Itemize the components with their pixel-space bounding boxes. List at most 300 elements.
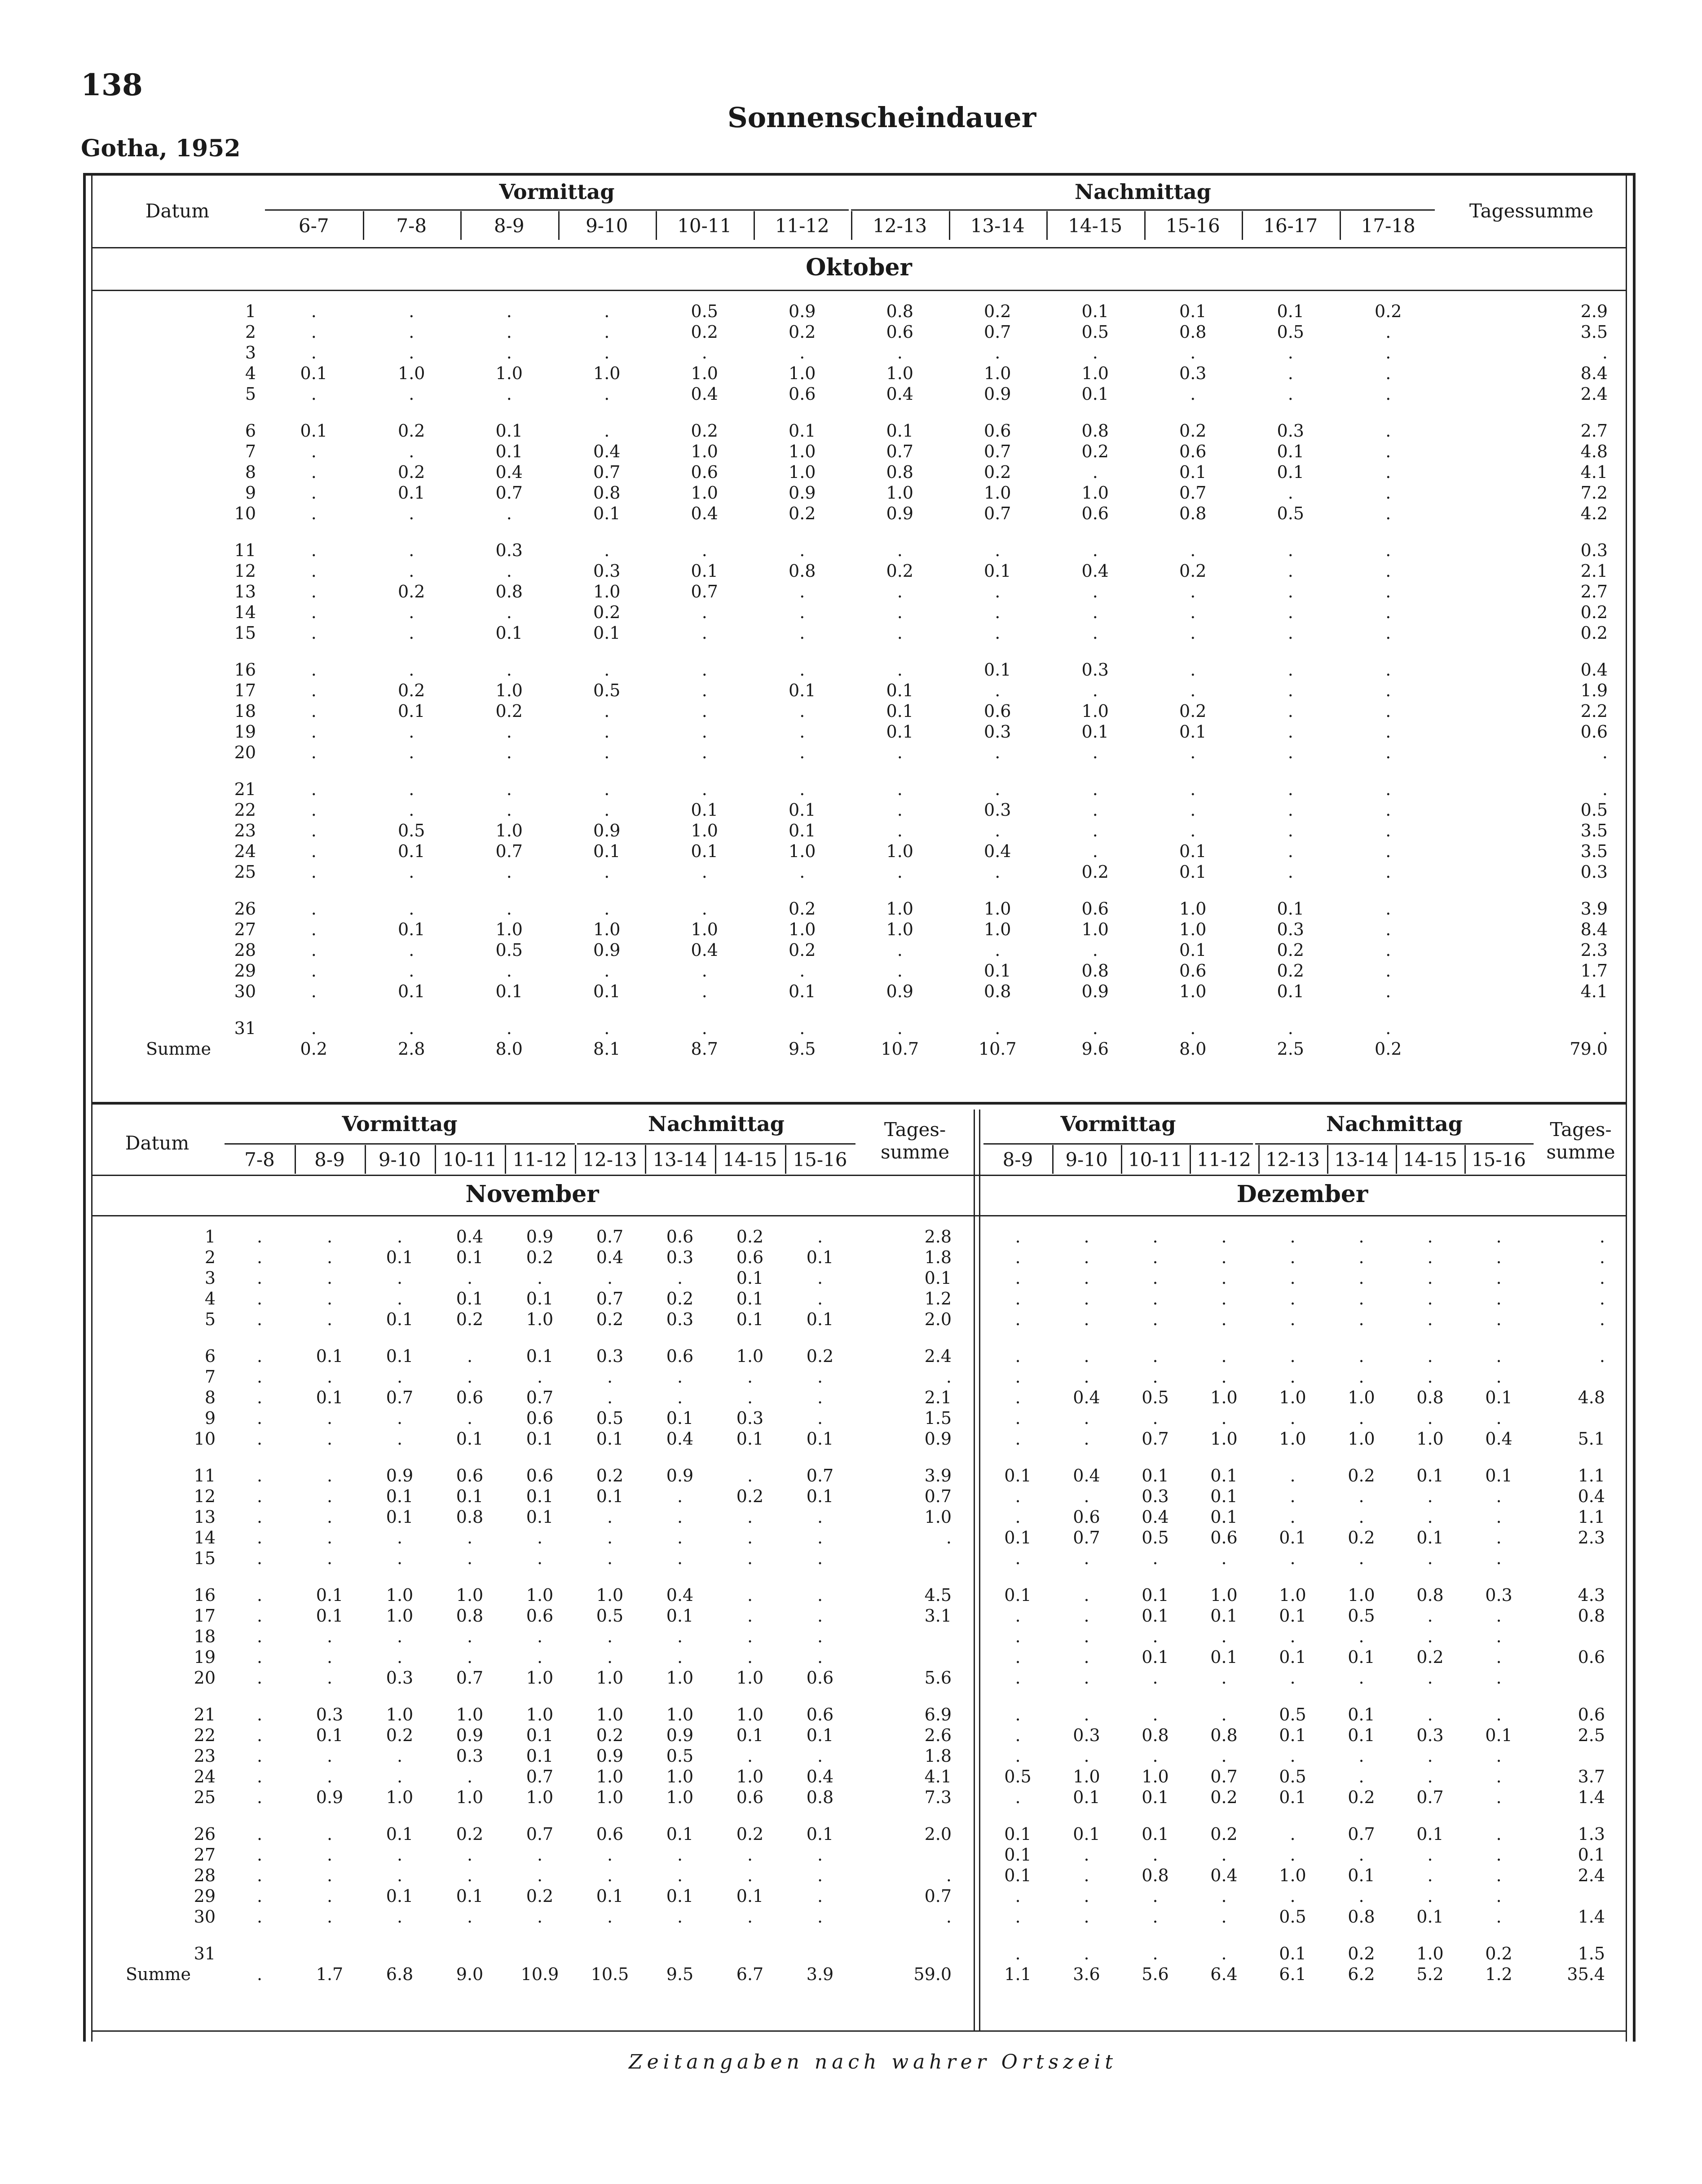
table-row xyxy=(92,960,1626,981)
hour-header: 16-17 xyxy=(1263,215,1318,237)
hour-value: 0.2 xyxy=(1416,1647,1444,1667)
spacer-cell xyxy=(92,404,1626,420)
hour-value: 0.6 xyxy=(789,384,816,404)
hour-value: 0.3 xyxy=(984,722,1011,742)
hour-total: 6.1 xyxy=(1279,1964,1306,1984)
hour-value: . xyxy=(701,602,707,622)
hour-value: . xyxy=(506,722,512,742)
hour-value: . xyxy=(1385,940,1391,960)
spacer-cell xyxy=(92,1449,970,1465)
hour-value: 0.5 xyxy=(1279,1907,1306,1927)
hour-value: . xyxy=(747,1647,753,1667)
hour-value: . xyxy=(1084,1548,1089,1568)
day-total: 2.4 xyxy=(924,1346,952,1366)
hour-value: 0.6 xyxy=(666,1227,694,1247)
hour-value: . xyxy=(1427,1668,1433,1688)
hour-value: 0.1 xyxy=(386,1309,414,1329)
hour-value: 0.1 xyxy=(456,1429,484,1449)
group-spacer xyxy=(983,1688,1623,1704)
table-row xyxy=(92,1465,970,1486)
hour-value: . xyxy=(607,1507,613,1527)
table-row xyxy=(92,1585,970,1605)
date-cell: 6 xyxy=(245,421,256,441)
hour-value: 0.1 xyxy=(736,1268,764,1288)
hour-value: 0.1 xyxy=(495,981,523,1001)
hour-value: . xyxy=(409,623,414,643)
hour-value: 1.0 xyxy=(386,1787,414,1807)
date-cell: 29 xyxy=(194,1886,216,1906)
hour-value: 0.2 xyxy=(1277,961,1304,981)
hour-value: 1.0 xyxy=(886,841,913,861)
table-row xyxy=(983,1865,1623,1886)
hour-value: . xyxy=(256,1668,263,1688)
hour-value: . xyxy=(1358,1247,1364,1267)
hour-value: . xyxy=(1288,821,1293,840)
hour-value xyxy=(365,1943,435,1964)
hour-value: . xyxy=(1385,841,1391,861)
hour-value: 1.0 xyxy=(691,821,718,840)
hour-value: . xyxy=(701,681,707,700)
hour-value: . xyxy=(1290,1746,1296,1766)
oktober-month-rule xyxy=(92,290,1626,291)
group-spacer xyxy=(983,1569,1623,1585)
hour-value: 1.0 xyxy=(886,363,913,383)
hour-value: . xyxy=(1221,1886,1227,1906)
hour-value: . xyxy=(311,821,317,840)
hour-value: . xyxy=(1385,961,1391,981)
table-row xyxy=(983,1548,1623,1569)
hour-value: 0.6 xyxy=(596,1824,624,1844)
hour-value: . xyxy=(817,1647,823,1667)
group-spacer xyxy=(983,1449,1623,1465)
hour-value: . xyxy=(1358,1507,1364,1527)
hour-value: . xyxy=(311,623,317,643)
hour-header: 14-15 xyxy=(1068,215,1123,237)
hour-value: 0.6 xyxy=(1179,961,1207,981)
hour-value: . xyxy=(1092,841,1098,861)
hour-value: . xyxy=(1221,1907,1227,1927)
hour-value: 0.8 xyxy=(886,301,913,321)
hour-value: . xyxy=(1290,1346,1296,1366)
hour-value: 0.1 xyxy=(1004,1528,1032,1547)
hour-value: . xyxy=(311,920,317,939)
hour-total: . xyxy=(256,1964,263,1984)
date-cell: 26 xyxy=(234,899,256,919)
november-month-label: November xyxy=(465,1180,599,1208)
hour-value: . xyxy=(604,722,610,742)
day-total: 1.8 xyxy=(924,1746,952,1766)
hour-value: . xyxy=(1385,462,1391,482)
hour-value: 0.4 xyxy=(456,1227,484,1247)
hour-value: 0.9 xyxy=(1081,981,1109,1001)
hour-value: . xyxy=(897,862,903,882)
hour-value: 1.0 xyxy=(789,920,816,939)
hour-value: . xyxy=(607,1627,613,1646)
hour-total: 2.8 xyxy=(398,1039,425,1059)
hour-value: . xyxy=(1358,1289,1364,1309)
hour-value: . xyxy=(799,582,805,601)
hour-value: . xyxy=(1427,1845,1433,1865)
hour-value: . xyxy=(747,1367,753,1387)
table-row xyxy=(92,1746,970,1766)
hour-value: . xyxy=(409,660,414,680)
hour-value: . xyxy=(604,384,610,404)
day-total: 7.2 xyxy=(1580,483,1608,503)
hour-value: . xyxy=(799,623,805,643)
table-row xyxy=(983,1366,1623,1387)
hour-value: 0.1 xyxy=(984,961,1011,981)
hour-value: 1.0 xyxy=(593,582,621,601)
hour-value: 0.1 xyxy=(386,1247,414,1267)
hour-value: 0.1 xyxy=(1142,1787,1169,1807)
hour-header: 10-11 xyxy=(1128,1149,1183,1171)
hour-value: 0.1 xyxy=(1277,462,1304,482)
hour-value: 0.1 xyxy=(806,1486,834,1506)
spacer-cell xyxy=(92,643,1626,659)
hour-value: 0.9 xyxy=(886,981,913,1001)
day-total: 3.7 xyxy=(1578,1767,1605,1786)
hour-value: 0.6 xyxy=(691,462,718,482)
hour-value: 0.9 xyxy=(593,821,621,840)
hour-value: . xyxy=(747,1585,753,1605)
hour-divider xyxy=(754,211,755,240)
hour-value: . xyxy=(256,1227,263,1247)
day-total: 4.1 xyxy=(1580,462,1608,482)
hour-value: . xyxy=(897,343,903,363)
day-total: 2.7 xyxy=(1580,582,1608,601)
hour-value: . xyxy=(1015,1507,1021,1527)
hour-value: 1.0 xyxy=(984,483,1011,503)
day-total: . xyxy=(1599,1309,1605,1329)
hour-value: 1.0 xyxy=(1279,1866,1306,1885)
hour-value: . xyxy=(506,322,512,342)
hour-value: 0.1 xyxy=(1348,1725,1375,1745)
day-total: 2.0 xyxy=(924,1309,952,1329)
hour-value: . xyxy=(1385,1018,1391,1038)
hour-header: 11-12 xyxy=(775,215,829,237)
hour-value: . xyxy=(1290,1227,1296,1247)
hour-value: . xyxy=(1385,602,1391,622)
hour-value: . xyxy=(1288,779,1293,799)
hour-value: 0.1 xyxy=(386,1507,414,1527)
date-cell: 14 xyxy=(194,1528,216,1547)
hour-value: 0.5 xyxy=(1142,1528,1169,1547)
day-total: 8.4 xyxy=(1580,920,1608,939)
hour-value: 0.3 xyxy=(666,1309,694,1329)
hour-value: 1.0 xyxy=(1142,1767,1169,1786)
hour-total: 3.6 xyxy=(1073,1964,1100,1984)
hour-value: . xyxy=(326,1866,333,1885)
hour-value: . xyxy=(1427,1289,1433,1309)
table-row xyxy=(92,820,1626,841)
hour-divider xyxy=(949,211,950,240)
hour-value: 1.0 xyxy=(526,1787,554,1807)
date-cell: 10 xyxy=(194,1429,216,1449)
hour-value: . xyxy=(326,1647,333,1667)
hour-value: 0.6 xyxy=(806,1668,834,1688)
date-cell: 1 xyxy=(245,301,256,321)
hour-value: . xyxy=(1290,1367,1296,1387)
hour-value: . xyxy=(1385,779,1391,799)
hour-header: 14-15 xyxy=(1402,1149,1458,1171)
hour-value: . xyxy=(799,540,805,560)
hour-value: 0.4 xyxy=(666,1585,694,1605)
hour-value: 0.2 xyxy=(456,1824,484,1844)
table-row xyxy=(92,742,1626,763)
hour-value: 0.1 xyxy=(1004,1585,1032,1605)
date-cell: 3 xyxy=(245,343,256,363)
hour-value: . xyxy=(1190,623,1196,643)
hour-value: . xyxy=(397,1746,403,1766)
hour-value: . xyxy=(1221,1705,1227,1724)
day-total: 1.8 xyxy=(924,1247,952,1267)
table-row xyxy=(983,1288,1623,1309)
hour-value: . xyxy=(397,1845,403,1865)
hour-value: 0.1 xyxy=(1142,1606,1169,1626)
group-spacer xyxy=(92,643,1626,659)
table-row xyxy=(983,1824,1623,1844)
hour-value: . xyxy=(1015,1746,1021,1766)
hour-value: . xyxy=(995,343,1001,363)
table-row xyxy=(92,1527,970,1548)
hour-value: 0.1 xyxy=(398,981,425,1001)
hour-value: 0.2 xyxy=(1179,701,1207,721)
hour-value: . xyxy=(1358,1486,1364,1506)
hour-value: . xyxy=(995,681,1001,700)
hour-value: 0.5 xyxy=(1081,322,1109,342)
hour-value: . xyxy=(409,1018,414,1038)
hour-value: 0.1 xyxy=(736,1429,764,1449)
hour-value: 0.1 xyxy=(1416,1824,1444,1844)
day-total: 1.5 xyxy=(1578,1944,1605,1963)
hour-value: . xyxy=(1427,1346,1433,1366)
hour-value: 0.8 xyxy=(1142,1866,1169,1885)
hour-value: . xyxy=(607,1388,613,1407)
hour-value: . xyxy=(506,862,512,882)
table-row xyxy=(983,1309,1623,1330)
hour-value: 0.1 xyxy=(691,561,718,581)
hour-value: 0.2 xyxy=(386,1725,414,1745)
hour-value: . xyxy=(256,1824,263,1844)
hour-value: . xyxy=(256,1907,263,1927)
hour-value: 1.0 xyxy=(789,462,816,482)
hour-value: 0.1 xyxy=(806,1824,834,1844)
hour-value: 1.0 xyxy=(1416,1429,1444,1449)
hour-value: 0.2 xyxy=(398,462,425,482)
hour-value: . xyxy=(1152,1627,1158,1646)
hour-value: 0.3 xyxy=(1277,421,1304,441)
hour-value: 1.0 xyxy=(596,1787,624,1807)
day-total: 0.7 xyxy=(924,1886,952,1906)
hour-value xyxy=(225,1943,295,1964)
dez-vormittag-header: Vormittag xyxy=(1060,1112,1176,1136)
spacer-cell xyxy=(92,1808,970,1824)
hour-value: . xyxy=(326,1627,333,1646)
hour-value: 0.4 xyxy=(1073,1466,1100,1485)
hour-value: 0.1 xyxy=(495,421,523,441)
hour-value: . xyxy=(1496,1548,1502,1568)
table-row xyxy=(92,1626,970,1647)
hour-value: 0.1 xyxy=(1277,301,1304,321)
hour-value: . xyxy=(537,1367,543,1387)
date-cell: 1 xyxy=(204,1227,216,1247)
hour-value: . xyxy=(1385,483,1391,503)
hour-value: . xyxy=(256,1466,263,1485)
hour-value: 0.1 xyxy=(736,1725,764,1745)
hour-value: . xyxy=(1358,1408,1364,1428)
hour-value: . xyxy=(1288,1018,1293,1038)
hour-value: . xyxy=(677,1647,683,1667)
hour-value: 0.2 xyxy=(1485,1944,1512,1963)
hour-value: 0.7 xyxy=(984,322,1011,342)
hour-value: . xyxy=(1152,1548,1158,1568)
nov-tagessumme-header: Tages- summe xyxy=(880,1119,950,1163)
hour-value: 0.5 xyxy=(691,301,718,321)
hour-value: 0.8 xyxy=(984,981,1011,1001)
date-cell: 24 xyxy=(194,1767,216,1786)
hour-value: . xyxy=(1288,660,1293,680)
hour-value: 0.3 xyxy=(593,561,621,581)
hour-value: 0.5 xyxy=(1277,322,1304,342)
hour-value: 0.2 xyxy=(1375,301,1402,321)
date-cell: 4 xyxy=(245,363,256,383)
hour-value: 1.0 xyxy=(736,1346,764,1366)
hour-value: . xyxy=(409,862,414,882)
table-row xyxy=(92,503,1626,524)
month-total: 59.0 xyxy=(913,1964,952,1984)
hour-value: . xyxy=(1427,1408,1433,1428)
date-cell: 19 xyxy=(234,722,256,742)
table-row xyxy=(92,659,1626,680)
table-row xyxy=(92,1226,970,1247)
hour-divider xyxy=(365,1145,366,1174)
hour-value: . xyxy=(1358,1767,1364,1786)
hour-value: . xyxy=(256,1408,263,1428)
hour-value: . xyxy=(326,1268,333,1288)
hour-value: . xyxy=(1221,1627,1227,1646)
table-row xyxy=(92,919,1626,940)
hour-value: 0.9 xyxy=(316,1787,344,1807)
hour-value: 0.6 xyxy=(456,1388,484,1407)
table-row xyxy=(983,1725,1623,1746)
day-total: 2.3 xyxy=(1580,940,1608,960)
nov-nachmittag-header: Nachmittag xyxy=(648,1112,785,1136)
hour-value: 1.0 xyxy=(1081,701,1109,721)
hour-value: 0.7 xyxy=(526,1388,554,1407)
date-cell: 12 xyxy=(234,561,256,581)
date-cell: 15 xyxy=(194,1548,216,1568)
hour-value: . xyxy=(1084,1668,1089,1688)
page-number: 138 xyxy=(81,67,143,102)
hour-value: . xyxy=(1190,582,1196,601)
hour-value: . xyxy=(1221,1548,1227,1568)
hour-value: 0.8 xyxy=(886,462,913,482)
hour-value: 1.0 xyxy=(691,442,718,461)
date-cell: 26 xyxy=(194,1824,216,1844)
hour-value: . xyxy=(799,343,805,363)
hour-value: 1.0 xyxy=(526,1309,554,1329)
hour-value: . xyxy=(256,1606,263,1626)
group-spacer xyxy=(983,1330,1623,1346)
hour-value: . xyxy=(326,1289,333,1309)
hour-value: . xyxy=(1385,722,1391,742)
hour-value: 0.1 xyxy=(666,1824,694,1844)
hour-value: 0.8 xyxy=(1416,1388,1444,1407)
hour-value: 1.0 xyxy=(1081,483,1109,503)
hour-value: . xyxy=(607,1268,613,1288)
hour-divider xyxy=(1464,1145,1466,1174)
table-row xyxy=(92,482,1626,503)
hour-value: . xyxy=(1427,1606,1433,1626)
hour-value: 0.1 xyxy=(1279,1528,1306,1547)
hour-value: . xyxy=(1152,1907,1158,1927)
hour-value: 0.3 xyxy=(495,540,523,560)
hour-total: 8.1 xyxy=(593,1039,621,1059)
hour-value: . xyxy=(1385,442,1391,461)
hour-value: . xyxy=(1092,800,1098,820)
hour-value: . xyxy=(1288,722,1293,742)
hour-value: . xyxy=(897,821,903,840)
date-cell: 2 xyxy=(204,1247,216,1267)
hour-value: . xyxy=(311,899,317,919)
hour-value: . xyxy=(326,1507,333,1527)
hour-value: . xyxy=(467,1367,473,1387)
hour-total: 10.7 xyxy=(978,1039,1017,1059)
hour-value: 0.1 xyxy=(526,1507,554,1527)
hour-value: . xyxy=(311,981,317,1001)
hour-value: . xyxy=(604,779,610,799)
hour-value: . xyxy=(1084,1429,1089,1449)
hour-value: . xyxy=(995,623,1001,643)
hour-value: . xyxy=(409,940,414,960)
hour-value: . xyxy=(1092,623,1098,643)
hour-value: 0.5 xyxy=(596,1408,624,1428)
spacer-cell xyxy=(983,1449,1623,1465)
hour-value: 0.1 xyxy=(526,1289,554,1309)
hour-total: 1.2 xyxy=(1485,1964,1512,1984)
hour-value: . xyxy=(604,899,610,919)
hour-value: . xyxy=(1496,1787,1502,1807)
group-spacer xyxy=(92,1449,970,1465)
hour-value: . xyxy=(1358,1309,1364,1329)
hour-divider xyxy=(645,1145,646,1174)
hour-value: 0.3 xyxy=(456,1746,484,1766)
hour-value: 1.0 xyxy=(691,483,718,503)
day-total: 0.1 xyxy=(1578,1845,1605,1865)
table-row xyxy=(92,1725,970,1746)
table-row xyxy=(92,322,1626,342)
hour-value: . xyxy=(1092,940,1098,960)
hour-value: 0.8 xyxy=(495,582,523,601)
hour-value: . xyxy=(1427,1309,1433,1329)
table-row xyxy=(92,1787,970,1808)
hour-value: . xyxy=(326,1486,333,1506)
hour-value: . xyxy=(817,1268,823,1288)
hour-divider xyxy=(1242,211,1243,240)
hour-value: . xyxy=(311,743,317,762)
hour-value xyxy=(435,1943,505,1964)
hour-value: 0.1 xyxy=(1073,1824,1100,1844)
hour-value: . xyxy=(1084,1627,1089,1646)
hour-value: . xyxy=(817,1866,823,1885)
hour-value: 0.9 xyxy=(593,940,621,960)
hour-value: 0.6 xyxy=(526,1466,554,1485)
hour-value: . xyxy=(1290,1548,1296,1568)
hour-value: 0.1 xyxy=(1348,1705,1375,1724)
date-cell: 16 xyxy=(234,660,256,680)
hour-value: 0.1 xyxy=(1416,1528,1444,1547)
hour-total: 10.5 xyxy=(591,1964,629,1984)
